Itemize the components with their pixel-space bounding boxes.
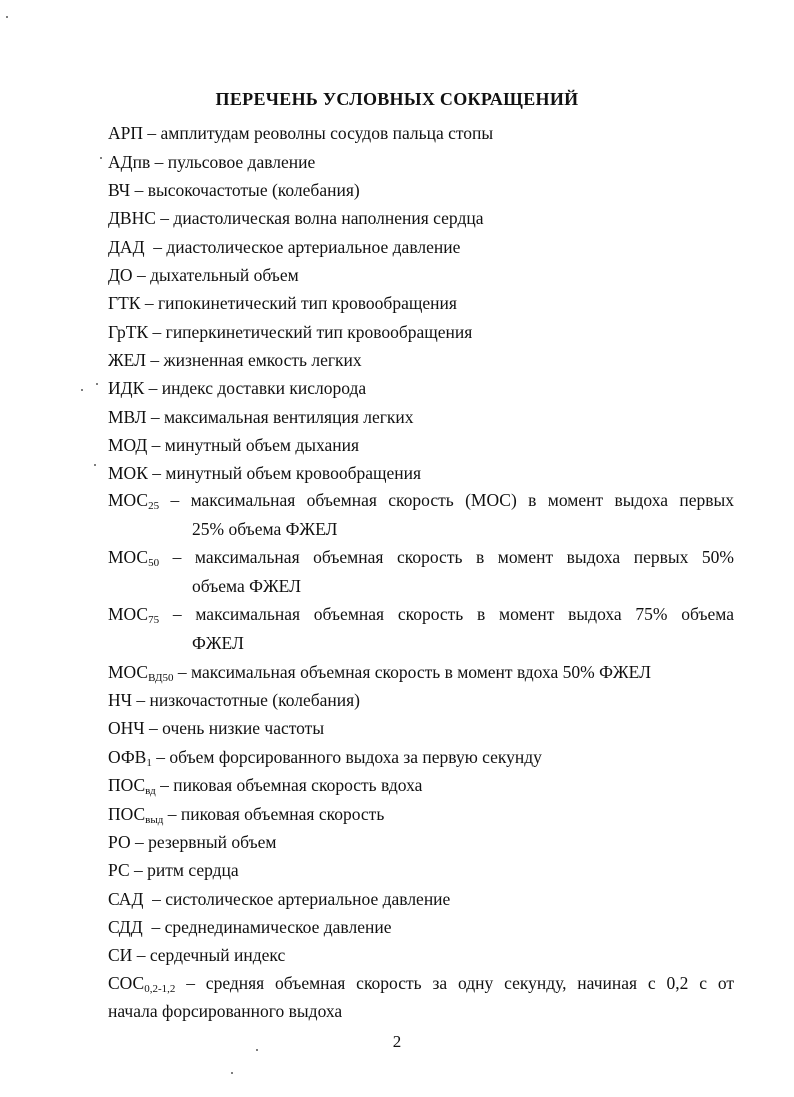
- abbreviation: ОНЧ: [108, 718, 145, 738]
- definition: высокочастотые (колебания): [147, 180, 360, 200]
- list-item: $МОС_{75}$ – максимальная объемная скорость в момент выдоха 75% объема ФЖЕЛ: [108, 604, 734, 653]
- definition: средняя объемная скорость за одну секунду, начиная с 0,2 с от: [205, 973, 735, 993]
- abbreviation-subscript: 1: [146, 757, 152, 769]
- abbreviation-subscript: 25: [148, 500, 160, 512]
- list-item: ЖЕЛ – жизненная емкость легких: [108, 350, 362, 370]
- definition: максимальная объемная скорость в момент выдоха 75% объема: [195, 604, 734, 624]
- list-item: СДД – среднединамическое давление: [108, 917, 392, 937]
- definition: максимальная вентиляция легких: [163, 407, 414, 427]
- list-item: ДО – дыхательный объем: [108, 265, 299, 285]
- definition: ритм сердца: [147, 860, 239, 880]
- abbreviation: АДпв: [108, 152, 151, 172]
- abbreviation: ДАД: [108, 237, 145, 257]
- abbreviation-subscript: вд: [145, 785, 156, 797]
- list-item: СИ – сердечный индекс: [108, 945, 286, 965]
- abbreviation: ГрТК: [108, 322, 149, 342]
- list-item: $ПОС_{выд}$ – пиковая объемная скорость: [108, 804, 385, 826]
- scan-speck: [100, 157, 102, 159]
- definition: минутный объем кровообращения: [165, 463, 422, 483]
- abbreviation-subscript: 50: [148, 557, 160, 569]
- definition-continuation: 25% объема ФЖЕЛ: [192, 519, 338, 539]
- scan-speck: [81, 389, 83, 391]
- list-item: МВЛ – максимальная вентиляция легких: [108, 407, 414, 427]
- definition: резервный объем: [148, 832, 277, 852]
- list-item: САД – систолическое артериальное давление: [108, 889, 451, 909]
- list-item: $ОФВ_1$ – объем форсированного выдоха за первую секунду: [108, 747, 542, 769]
- abbreviation: САД: [108, 889, 144, 909]
- definition: жизненная емкость легких: [163, 350, 362, 370]
- abbreviation: МВЛ: [108, 407, 147, 427]
- abbreviation: ДВНС: [108, 208, 156, 228]
- abbreviation: ЖЕЛ: [108, 350, 147, 370]
- list-item: ОНЧ – очень низкие частоты: [108, 718, 325, 738]
- abbreviation: ИДК: [108, 378, 145, 398]
- abbreviation: $МОС_{50}$: [108, 547, 160, 569]
- abbreviation: ВЧ: [108, 180, 131, 200]
- list-item: $МОС_{ВД50}$ – максимальная объемная скорость в момент вдоха 50% ФЖЕЛ: [108, 662, 651, 684]
- list-item: $ПОС_{вд}$ – пиковая объемная скорость вдоха: [108, 775, 423, 797]
- abbreviation: $ПОС_{вд}$: [108, 775, 156, 797]
- definition: очень низкие частоты: [162, 718, 325, 738]
- definition: гипокинетический тип кровообращения: [157, 293, 457, 313]
- definition: среднединамическое давление: [164, 917, 392, 937]
- definition: гиперкинетический тип кровообращения: [165, 322, 473, 342]
- abbreviation: $МОС_{ВД50}$: [108, 662, 174, 684]
- abbreviation-subscript: 75: [148, 614, 160, 626]
- list-item: АРП – амплитудам реоволны сосудов пальца стопы: [108, 123, 494, 143]
- list-item: ГТК – гипокинетический тип кровообращения: [108, 293, 457, 313]
- abbreviation-subscript: ВД50: [148, 672, 174, 684]
- list-item: $МОС_{50}$ – максимальная объемная скорость в момент выдоха первых 50% объема ФЖЕЛ: [108, 547, 734, 596]
- abbreviation: СИ: [108, 945, 133, 965]
- scan-speck: [6, 16, 8, 18]
- list-item: ДАД – диастолическое артериальное давление: [108, 237, 461, 257]
- list-item: $СОС_{0,2-1,2}$ – средняя объемная скорость за одну секунду, начиная с 0,2 с от начала форсированного выдоха: [108, 973, 735, 1021]
- definition-continuation: ФЖЕЛ: [192, 633, 244, 653]
- definition: низкочастотные (колебания): [149, 690, 360, 710]
- definition: максимальная объемная скорость в момент вдоха 50% ФЖЕЛ: [191, 662, 651, 682]
- list-item: ИДК – индекс доставки кислорода: [108, 378, 367, 398]
- abbreviation: ДО: [108, 265, 133, 285]
- abbreviation-subscript: 0,2-1,2: [144, 983, 176, 995]
- abbreviation: АРП: [108, 123, 144, 143]
- list-item: МОК – минутный объем кровообращения: [108, 463, 422, 483]
- abbreviation: РО: [108, 832, 131, 852]
- abbreviation-subscript: выд: [145, 814, 164, 826]
- list-item: ГрТК – гиперкинетический тип кровообращения: [108, 322, 473, 342]
- definition: амплитудам реоволны сосудов пальца стопы: [160, 123, 494, 143]
- list-item: ВЧ – высокочастотые (колебания): [108, 180, 360, 200]
- scan-speck: [94, 464, 96, 466]
- list-item: ДВНС – диастолическая волна наполнения сердца: [108, 208, 484, 228]
- definition: пульсовое давление: [167, 152, 316, 172]
- page-number: 2: [392, 1032, 402, 1051]
- definition: диастолическая волна наполнения сердца: [173, 208, 484, 228]
- abbreviation: МОД: [108, 435, 148, 455]
- abbreviation: ГТК: [108, 293, 141, 313]
- definition: диастолическое артериальное давление: [166, 237, 461, 257]
- abbreviation: МОК: [108, 463, 148, 483]
- list-item: МОД – минутный объем дыхания: [108, 435, 360, 455]
- abbreviation: РС: [108, 860, 130, 880]
- scan-speck: [231, 1072, 233, 1074]
- list-item: НЧ – низкочастотные (колебания): [108, 690, 360, 710]
- definition-continuation: объема ФЖЕЛ: [192, 576, 301, 596]
- scan-speck: [96, 383, 98, 385]
- abbreviation: СДД: [108, 917, 143, 937]
- abbreviation: $МОС_{25}$: [108, 490, 160, 512]
- definition: систолическое артериальное давление: [165, 889, 451, 909]
- scan-speck: [256, 1049, 258, 1051]
- definition: пиковая объемная скорость вдоха: [173, 775, 423, 795]
- definition: максимальная объемная скорость (МОС) в момент выдоха первых: [190, 490, 735, 510]
- list-item: РС – ритм сердца: [108, 860, 239, 880]
- definition: объем форсированного выдоха за первую секунду: [169, 747, 542, 767]
- list-item: АДпв – пульсовое давление: [108, 152, 316, 172]
- definition: минутный объем дыхания: [164, 435, 360, 455]
- definition-continuation: начала форсированного выдоха: [108, 1001, 343, 1021]
- definition: сердечный индекс: [149, 945, 286, 965]
- definition: пиковая объемная скорость: [180, 804, 385, 824]
- abbreviation: $ПОС_{выд}$: [108, 804, 164, 826]
- abbreviation: НЧ: [108, 690, 133, 710]
- list-item: РО – резервный объем: [108, 832, 277, 852]
- list-item: $МОС_{25}$ – максимальная объемная скорость (МОС) в момент выдоха первых 25% объема ФЖЕЛ: [108, 490, 735, 539]
- definition: индекс доставки кислорода: [161, 378, 367, 398]
- abbreviation: $СОС_{0,2-1,2}$: [108, 973, 176, 995]
- definition: дыхательный объем: [150, 265, 299, 285]
- definition: максимальная объемная скорость в момент выдоха первых 50%: [194, 547, 734, 567]
- abbreviation: $МОС_{75}$: [108, 604, 160, 626]
- abbreviation: $ОФВ_1$: [108, 747, 152, 769]
- page-title: ПЕРЕЧЕНЬ УСЛОВНЫХ СОКРАЩЕНИЙ: [215, 89, 579, 109]
